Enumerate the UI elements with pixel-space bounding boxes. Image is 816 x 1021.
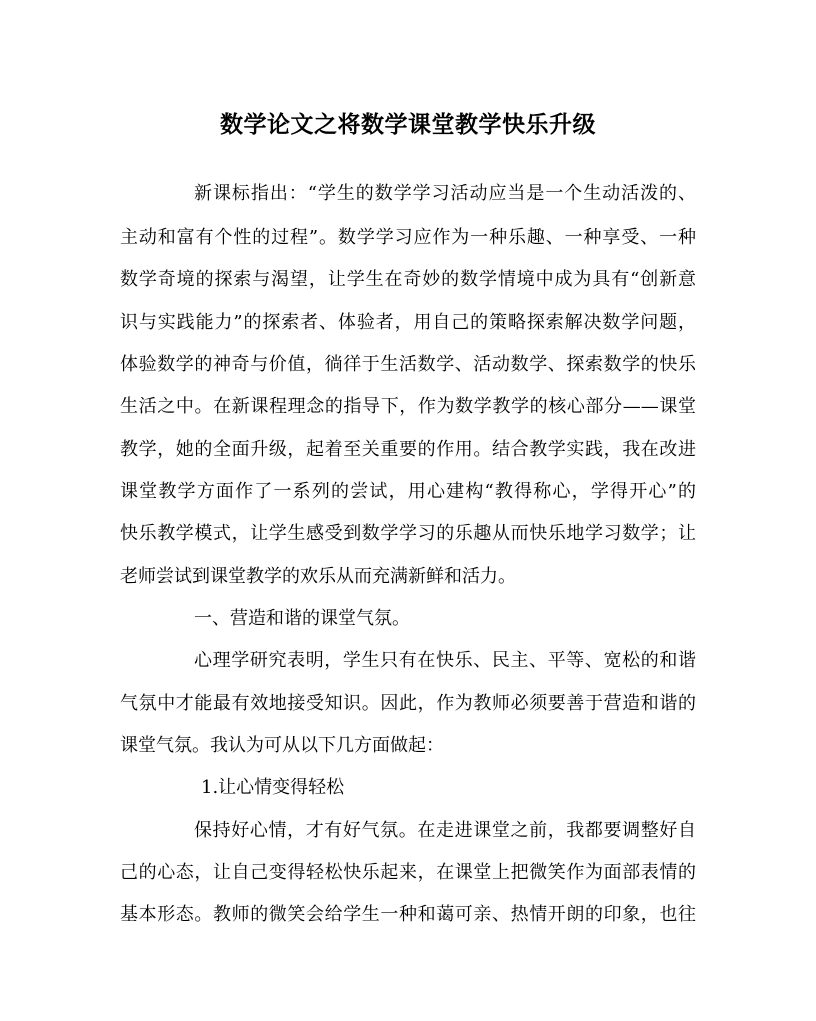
paragraph-line: 快乐教学模式，让学生感受到数学学习的乐趣从而快乐地学习数学；让	[120, 523, 696, 544]
paragraph-line: 课堂教学方面作了一系列的尝试，用心建构“教得称心，学得开心”的	[120, 481, 696, 502]
document-title: 数学论文之将数学课堂教学快乐升级	[220, 111, 596, 138]
paragraph-line: 识与实践能力”的探索者、体验者，用自己的策略探索解决数学问题，	[120, 312, 696, 333]
paragraph-line: 数学奇境的探索与渴望，让学生在奇妙的数学情境中成为具有“创新意	[120, 269, 696, 290]
paragraph-line: 生活之中。在新课程理念的指导下，作为数学教学的核心部分——课堂	[120, 396, 696, 417]
paragraph-line: 新课标指出：“学生的数学学习活动应当是一个生动活泼的、	[194, 183, 696, 204]
subsection-heading: 1.让心情变得轻松	[201, 777, 345, 798]
paragraph-line: 心理学研究表明，学生只有在快乐、民主、平等、宽松的和谐	[194, 650, 696, 671]
paragraph-line: 主动和富有个性的过程”。数学学习应作为一种乐趣、一种享受、一种	[120, 227, 696, 248]
paragraph-line: 己的心态，让自己变得轻松快乐起来，在课堂上把微笑作为面部表情的	[120, 862, 696, 883]
paragraph-line: 基本形态。教师的微笑会给学生一种和蔼可亲、热情开朗的印象，也往	[120, 904, 696, 925]
paragraph-line: 保持好心情，才有好气氛。在走进课堂之前，我都要调整好自	[194, 820, 696, 841]
paragraph-line: 体验数学的神奇与价值，徜徉于生活数学、活动数学、探索数学的快乐	[120, 354, 696, 375]
paragraph-line: 气氛中才能最有效地接受知识。因此，作为教师必须要善于营造和谐的	[120, 693, 696, 714]
section-heading: 一、营造和谐的课堂气氛。	[194, 608, 410, 629]
paragraph-line: 老师尝试到课堂教学的欢乐从而充满新鲜和活力。	[120, 566, 516, 587]
paragraph-line: 教学，她的全面升级，起着至关重要的作用。结合教学实践，我在改进	[120, 439, 696, 460]
paragraph-line: 课堂气氛。我认为可从以下几方面做起：	[120, 735, 444, 756]
